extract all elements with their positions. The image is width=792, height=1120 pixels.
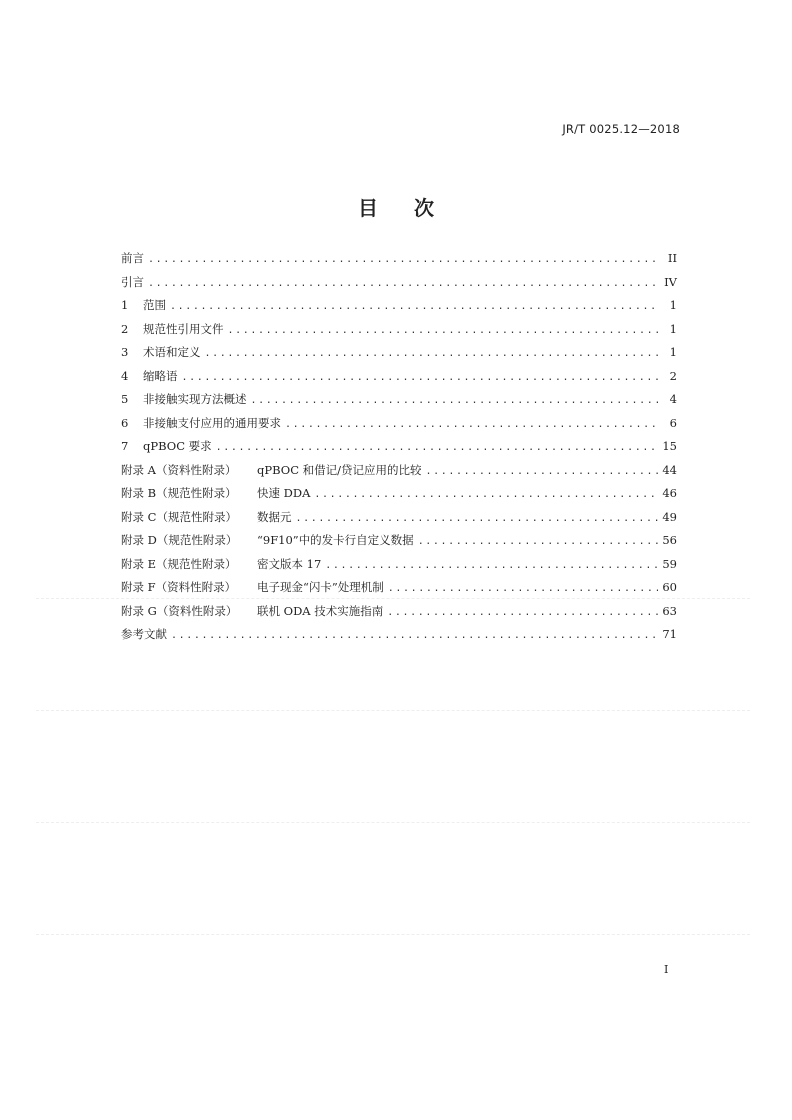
toc-entry-title: 快速 DDA bbox=[257, 486, 311, 500]
toc-entry-page: 49 bbox=[662, 509, 677, 524]
toc-entry-page: 1 bbox=[669, 298, 677, 312]
toc-entry-page: 44 bbox=[662, 462, 677, 477]
toc-dot-leader bbox=[314, 489, 658, 500]
toc-entry[interactable] bbox=[121, 485, 677, 509]
toc-dot-leader bbox=[426, 466, 659, 477]
toc-entry-title: 引言 bbox=[121, 274, 144, 289]
toc-entry-page: IV bbox=[664, 274, 677, 289]
toc-entry-appendix-label: 附录 E（规范性附录） bbox=[121, 556, 237, 571]
faint-divider bbox=[36, 934, 750, 935]
toc-entry[interactable] bbox=[121, 462, 677, 486]
toc-entry[interactable] bbox=[121, 274, 677, 298]
toc-dot-leader bbox=[148, 254, 659, 265]
toc-entry[interactable] bbox=[121, 415, 677, 439]
toc-entry[interactable] bbox=[121, 532, 677, 556]
toc-entry-appendix-label: 附录 D（规范性附录） bbox=[121, 533, 238, 547]
toc-entry-page: 59 bbox=[662, 556, 677, 571]
toc-entry[interactable] bbox=[121, 626, 677, 650]
faint-divider bbox=[36, 710, 750, 711]
toc-dot-leader bbox=[387, 607, 658, 618]
toc-entry-title: 术语和定义 bbox=[143, 345, 201, 359]
toc-dot-leader bbox=[325, 560, 658, 571]
toc-list bbox=[121, 250, 677, 650]
toc-entry-number: 5 bbox=[121, 392, 129, 406]
toc-dot-leader bbox=[148, 278, 659, 289]
toc-dot-leader bbox=[418, 536, 659, 547]
toc-entry-title: 参考文献 bbox=[121, 627, 167, 641]
toc-entry-title: 电子现金“闪卡”处理机制 bbox=[257, 580, 384, 594]
toc-entry-number: 3 bbox=[121, 345, 129, 359]
toc-entry-title: qPBOC 和借记/贷记应用的比较 bbox=[257, 462, 422, 477]
toc-entry-page: 1 bbox=[669, 321, 677, 336]
toc-dot-leader bbox=[216, 442, 659, 453]
toc-entry-title: 非接触支付应用的通用要求 bbox=[143, 415, 281, 430]
document-code: JR/T 0025.12—2018 bbox=[562, 122, 680, 136]
toc-dot-leader bbox=[296, 513, 659, 524]
toc-entry[interactable] bbox=[121, 368, 677, 392]
toc-dot-leader bbox=[171, 630, 658, 641]
toc-entry-appendix-label: 附录 C（规范性附录） bbox=[121, 509, 237, 524]
toc-entry[interactable] bbox=[121, 438, 677, 462]
toc-entry-page: 46 bbox=[662, 486, 677, 500]
toc-dot-leader bbox=[170, 301, 659, 312]
toc-entry-title: 联机 ODA 技术实施指南 bbox=[257, 603, 384, 618]
toc-entry[interactable] bbox=[121, 297, 677, 321]
toc-dot-leader bbox=[205, 348, 660, 359]
toc-entry-number: 2 bbox=[121, 321, 129, 336]
toc-entry-page: 1 bbox=[669, 345, 677, 359]
toc-dot-leader bbox=[251, 395, 660, 406]
toc-entry-page: 4 bbox=[669, 392, 677, 406]
toc-entry-page: 63 bbox=[662, 603, 677, 618]
toc-title: 目次 bbox=[358, 196, 470, 220]
toc-entry-number: 6 bbox=[121, 415, 129, 430]
toc-entry-title: qPBOC 要求 bbox=[143, 439, 212, 453]
toc-entry-title: 数据元 bbox=[257, 509, 292, 524]
toc-entry-title: 前言 bbox=[121, 251, 144, 265]
toc-entry[interactable] bbox=[121, 250, 677, 274]
toc-entry-number: 4 bbox=[121, 368, 129, 383]
toc-entry-title: 范围 bbox=[143, 298, 166, 312]
page-number: I bbox=[664, 963, 669, 976]
toc-entry-page: 2 bbox=[669, 368, 677, 383]
toc-entry-page: 56 bbox=[662, 533, 677, 547]
toc-entry-title: 非接触实现方法概述 bbox=[143, 392, 247, 406]
toc-entry-number: 1 bbox=[121, 298, 129, 312]
toc-entry[interactable] bbox=[121, 344, 677, 368]
toc-dot-leader bbox=[285, 419, 659, 430]
toc-entry-page: 6 bbox=[669, 415, 677, 430]
toc-entry-appendix-label: 附录 G（资料性附录） bbox=[121, 603, 238, 618]
toc-entry-title: 规范性引用文件 bbox=[143, 321, 224, 336]
faint-divider bbox=[36, 598, 750, 599]
toc-entry-page: 60 bbox=[662, 580, 677, 594]
toc-entry-title: 密文版本 17 bbox=[257, 556, 322, 571]
faint-divider bbox=[36, 822, 750, 823]
toc-entry-page: II bbox=[667, 251, 677, 265]
toc-entry-appendix-label: 附录 F（资料性附录） bbox=[121, 580, 237, 594]
toc-entry-appendix-label: 附录 B（规范性附录） bbox=[121, 486, 237, 500]
toc-entry-appendix-label: 附录 A（资料性附录） bbox=[121, 462, 237, 477]
toc-entry-page: 71 bbox=[662, 627, 677, 641]
toc-dot-leader bbox=[228, 325, 660, 336]
toc-entry[interactable] bbox=[121, 603, 677, 627]
toc-entry[interactable] bbox=[121, 509, 677, 533]
toc-entry[interactable] bbox=[121, 391, 677, 415]
toc-entry[interactable] bbox=[121, 321, 677, 345]
toc-entry-number: 7 bbox=[121, 439, 129, 453]
toc-entry-title: 缩略语 bbox=[143, 368, 178, 383]
toc-dot-leader bbox=[182, 372, 660, 383]
toc-dot-leader bbox=[388, 583, 659, 594]
toc-entry[interactable] bbox=[121, 556, 677, 580]
toc-entry-title: “9F10”中的发卡行自定义数据 bbox=[257, 533, 414, 547]
toc-entry-page: 15 bbox=[662, 439, 677, 453]
